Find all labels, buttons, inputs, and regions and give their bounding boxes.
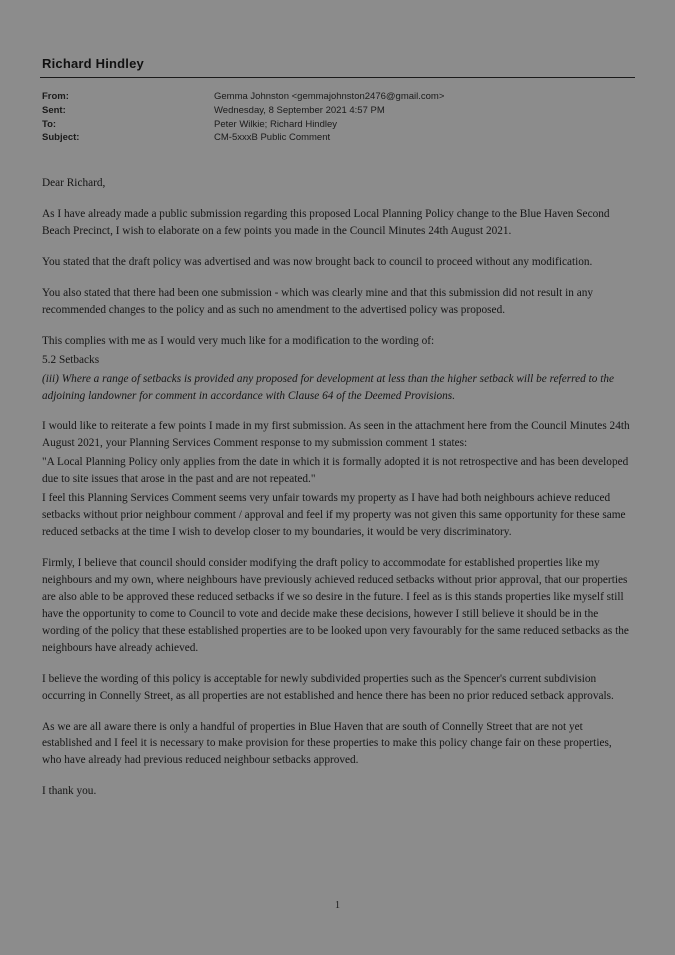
header-label-sent: Sent: — [42, 104, 66, 116]
header-value-subject: CM-5xxxB Public Comment — [214, 132, 331, 144]
header-label-to: To: — [42, 118, 57, 130]
header-row-to — [42, 118, 635, 132]
paragraph-11: I believe the wording of this policy is acceptable for newly subdivided properties such as the Spencer's current subdivision occurring in Connelly Street, as all properties are not established and hence there has been no prior reduced setback approvals. — [42, 672, 614, 702]
header-value-from: Gemma Johnston <gemmajohnston2476@gmail.com> — [214, 91, 445, 102]
paragraph-7: I would like to reiterate a few points I made in my first submission. As seen in the attachment here from the Council Minutes 24th August 2021, your Planning Services Comment response to my submission comment 1 states: — [42, 420, 630, 450]
letter-body — [42, 175, 633, 800]
paragraph-1: As I have already made a public submission regarding this proposed Local Planning Policy change to the Blue Haven Second Beach Precinct, I wish to elaborate on a few points you made in the Council Minutes 24th August 2021. — [42, 208, 610, 237]
paragraph-13-closing: I thank you. — [42, 785, 97, 798]
header-value-sent: Wednesday, 8 September 2021 4:57 PM — [214, 104, 385, 116]
page-title: Richard Hindley — [42, 56, 144, 71]
paragraph-9: I feel this Planning Services Comment seems very unfair towards my property as I have had both neighbours achieve reduced setbacks without prior neighbour comment / approval and feel if my property was not given this same opportunity for these same reduced setbacks at the time I wish to develop closer to my boundaries, it would be very discriminatory. — [42, 492, 626, 539]
paragraph-10: Firmly, I believe that council should consider modifying the draft policy to accommodate for established properties like my neighbours and my own, where neighbours have previously achieved reduced setbacks without prior approval, that our properties are also able to be approved these reduced setbacks if we so desire in the future. I feel as is this stands properties like myself still have the opportunity to come to Council to vote and decide make these decisions, however I still believe it should be in the wording of the policy that these established properties are to be looked upon very favourably for the same reduced setbacks as the neighbours have already achieved. — [42, 557, 629, 654]
paragraph-salutation: Dear Richard, — [42, 177, 106, 190]
header-label-from: From: — [42, 91, 69, 102]
header-row-subject — [42, 131, 635, 145]
paragraph-8-quote: "A Local Planning Policy only applies from the date in which it is formally adopted it is not retrospective and has been developed due to site issues that arose in the past and are not repeated." — [42, 456, 629, 486]
title-divider — [40, 77, 635, 78]
paragraph-6-clause: (iii) Where a range of setbacks is provided any proposed for development at less than the higher setback will be referred to the adjoining landowner for comment in accordance with Clause 64 of the Deemed Provisions. — [42, 372, 615, 402]
header-label-subject: Subject: — [42, 132, 80, 144]
paragraph-3: You also stated that there had been one submission - which was clearly mine and that this submission did not result in any recommended changes to the policy and as such no amendment to the advertised policy was proposed. — [42, 286, 594, 316]
header-row-from — [42, 90, 635, 104]
paragraph-12: As we are all aware there is only a handful of properties in Blue Haven that are south of Connelly Street that are not yet established and I feel it is necessary to make provision for these properties to make this policy change fair on these properties, who have already had previous reduced neighbour setbacks approved. — [42, 720, 612, 767]
paragraph-5-setbacks-heading: 5.2 Setbacks — [42, 353, 100, 366]
paragraph-2: You stated that the draft policy was advertised and was now brought back to council to proceed without any modification. — [42, 255, 593, 268]
header-row-sent — [42, 104, 635, 118]
paragraph-4: This complies with me as I would very much like for a modification to the wording of: — [42, 334, 435, 347]
email-header-block — [42, 90, 635, 145]
header-value-to: Peter Wilkie; Richard Hindley — [214, 118, 338, 130]
page-number: 1 — [335, 900, 340, 911]
